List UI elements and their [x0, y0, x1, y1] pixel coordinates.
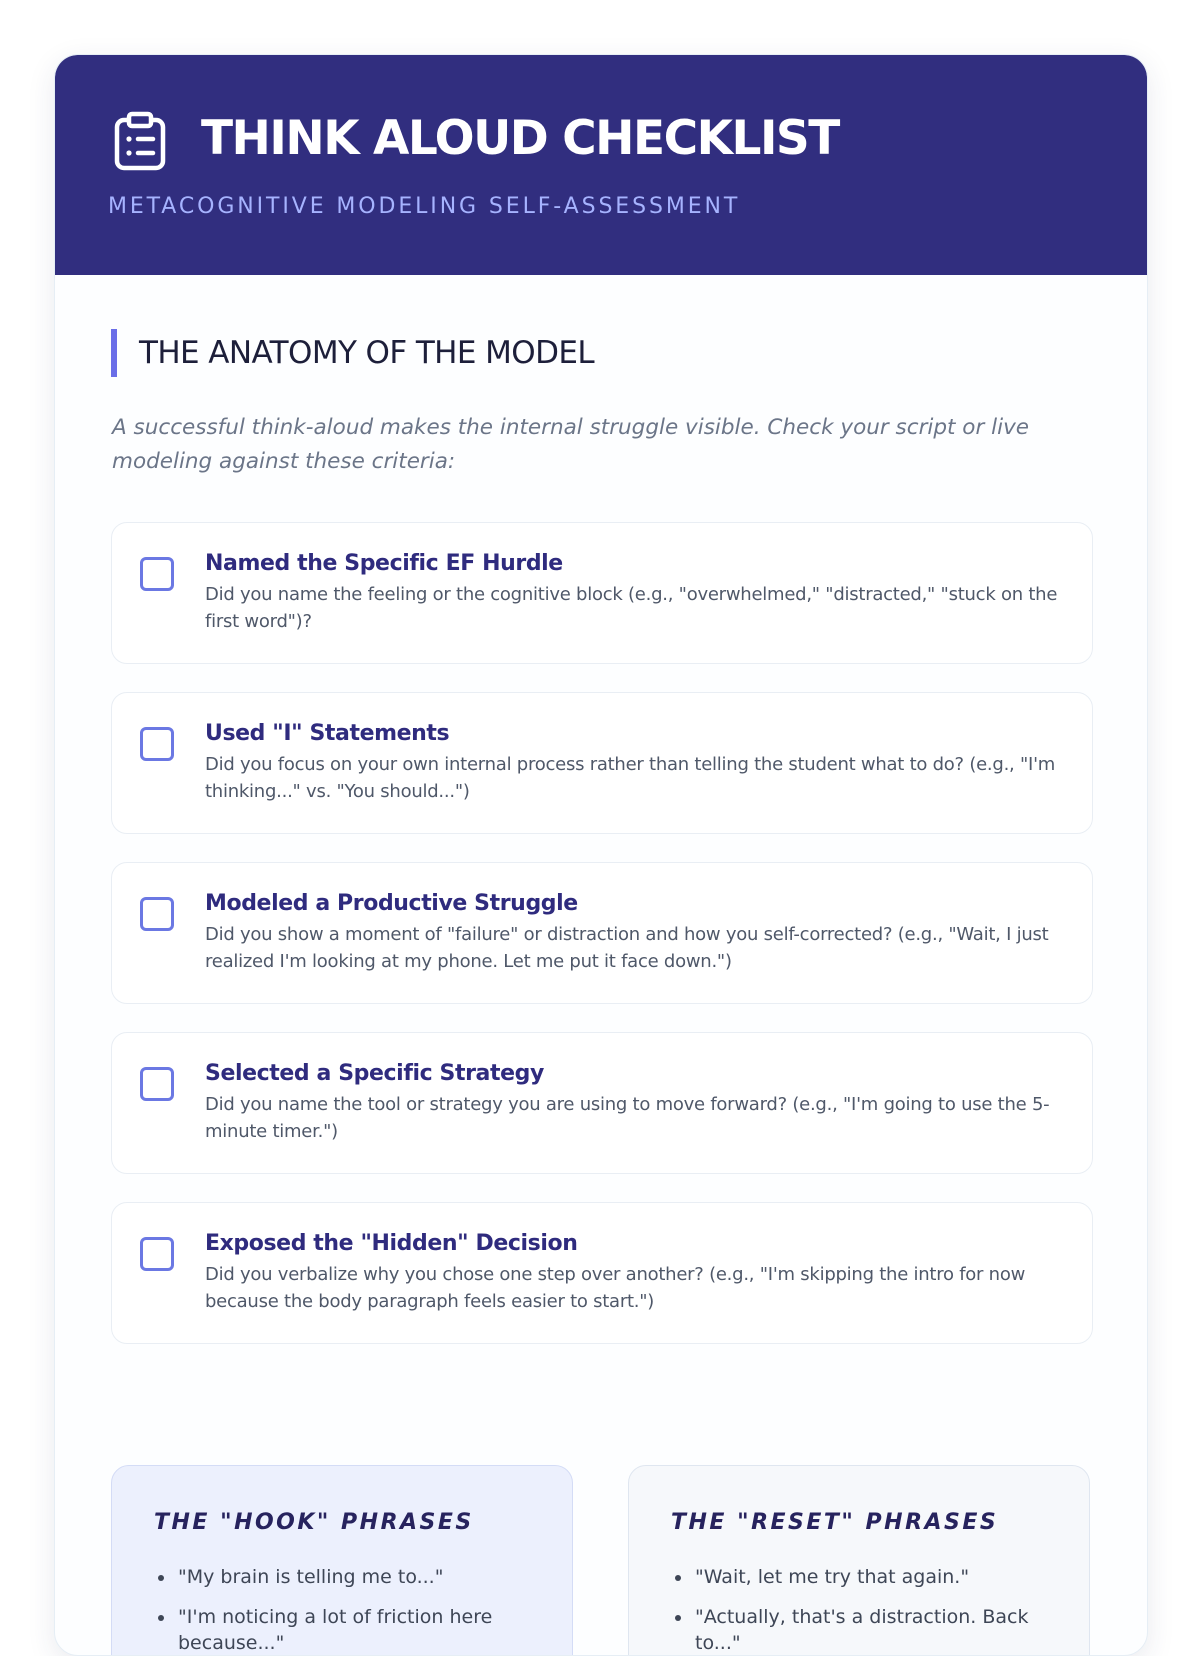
- list-item: • "I'm noticing a lot of friction here because...": [176, 1604, 526, 1656]
- list-item: • "Actually, that's a distraction. Back to...": [693, 1604, 1043, 1656]
- checklist-item-description: Did you focus on your own internal process rather than telling the student what to do? (e.g., "I'm thinking..." vs. "You should..."): [205, 754, 1056, 802]
- checklist-item: [111, 862, 1093, 1004]
- checklist-item: [111, 1202, 1093, 1344]
- checklist-item-title: Used "I" Statements: [205, 721, 450, 746]
- hook-phrases-box: [111, 1465, 573, 1656]
- checklist-item-title: Selected a Specific Strategy: [205, 1061, 544, 1086]
- checklist-item-description: Did you name the tool or strategy you are using to move forward? (e.g., "I'm going to use the 5-minute timer."): [205, 1094, 1050, 1142]
- checkbox[interactable]: [140, 1237, 174, 1271]
- reset-phrases-list: [671, 1564, 1043, 1656]
- checklist-item: [111, 692, 1093, 834]
- hook-phrases-list: [154, 1564, 526, 1656]
- hook-phrases-title: THE "HOOK" PHRASES: [154, 1510, 474, 1535]
- list-item: • "My brain is telling me to...": [176, 1564, 526, 1590]
- checklist-item-description: Did you show a moment of "failure" or distraction and how you self-corrected? (e.g., "Wait, I just realized I'm looking at my phone. Let me put it face down."): [205, 924, 1049, 972]
- checkbox[interactable]: [140, 557, 174, 591]
- header-banner: [55, 55, 1147, 275]
- checklist: [111, 522, 1093, 1372]
- checklist-item-title: Exposed the "Hidden" Decision: [205, 1231, 578, 1256]
- checklist-item: [111, 1032, 1093, 1174]
- checklist-card: [54, 54, 1148, 1656]
- checklist-item-description: Did you verbalize why you chose one step over another? (e.g., "I'm skipping the intro for now because the body paragraph feels easier to start."): [205, 1264, 1026, 1312]
- checklist-item-title: Modeled a Productive Struggle: [205, 891, 578, 916]
- section-intro: A successful think-aloud makes the internal struggle visible. Check your script or live modeling against these criteria:: [112, 415, 1030, 474]
- section-title: THE ANATOMY OF THE MODEL: [111, 329, 594, 377]
- checkbox[interactable]: [140, 897, 174, 931]
- reset-phrases-box: [628, 1465, 1090, 1656]
- list-item: • "Wait, let me try that again.": [693, 1564, 1043, 1590]
- checklist-item-description: Did you name the feeling or the cognitive block (e.g., "overwhelmed," "distracted," "stuck on the first word")?: [205, 584, 1058, 632]
- page-subtitle: METACOGNITIVE MODELING SELF-ASSESSMENT: [108, 194, 741, 219]
- checklist-item-title: Named the Specific EF Hurdle: [205, 551, 563, 576]
- page-title: THINK ALOUD CHECKLIST: [201, 111, 839, 166]
- checklist-item: [111, 522, 1093, 664]
- reset-phrases-title: THE "RESET" PHRASES: [671, 1510, 999, 1535]
- checkbox[interactable]: [140, 727, 174, 761]
- checkbox[interactable]: [140, 1067, 174, 1101]
- clipboard-list-icon: [113, 111, 167, 171]
